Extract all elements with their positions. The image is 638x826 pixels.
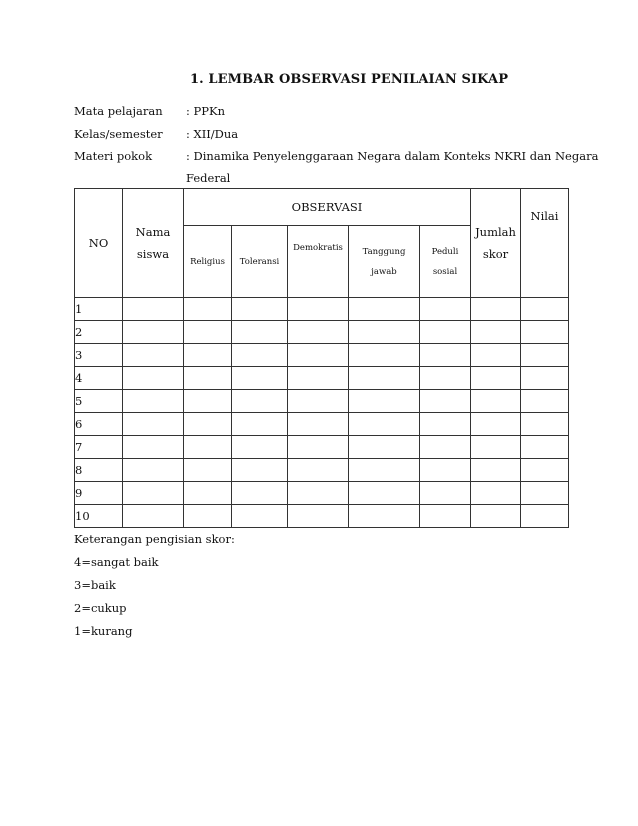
empty-cell [471, 459, 521, 482]
row-number: 1 [75, 298, 123, 321]
empty-cell [123, 298, 184, 321]
meta-value: : Dinamika Penyelenggaraan Negara dalam Konteks NKRI dan Negara [186, 149, 599, 163]
empty-cell [184, 367, 232, 390]
empty-cell [471, 390, 521, 413]
empty-cell [232, 344, 288, 367]
empty-cell [420, 413, 471, 436]
empty-cell [521, 344, 569, 367]
empty-cell [288, 436, 349, 459]
empty-cell [232, 390, 288, 413]
header-demokratis: Demokratis [288, 226, 349, 298]
row-number: 6 [75, 413, 123, 436]
empty-cell [232, 367, 288, 390]
empty-cell [123, 482, 184, 505]
empty-cell [349, 344, 420, 367]
empty-cell [521, 436, 569, 459]
header-observasi: OBSERVASI [184, 189, 471, 226]
table-row [75, 390, 569, 413]
table-row [75, 367, 569, 390]
notes-heading: Keterangan pengisian skor: [74, 532, 235, 546]
note-item: 4=sangat baik [74, 555, 159, 569]
row-number: 2 [75, 321, 123, 344]
empty-cell [288, 344, 349, 367]
empty-cell [349, 436, 420, 459]
empty-cell [471, 413, 521, 436]
empty-cell [349, 367, 420, 390]
table-row [75, 459, 569, 482]
empty-cell [471, 367, 521, 390]
empty-cell [420, 505, 471, 528]
empty-cell [420, 482, 471, 505]
header-jumlah-skor: Jumlah skor [471, 189, 521, 298]
empty-cell [184, 505, 232, 528]
empty-cell [288, 367, 349, 390]
empty-cell [123, 459, 184, 482]
empty-cell [123, 367, 184, 390]
empty-cell [420, 459, 471, 482]
empty-cell [232, 413, 288, 436]
empty-cell [349, 505, 420, 528]
empty-cell [123, 413, 184, 436]
empty-cell [521, 367, 569, 390]
table-body [75, 298, 569, 528]
header-nilai: Nilai [521, 189, 569, 298]
empty-cell [184, 321, 232, 344]
empty-cell [123, 344, 184, 367]
empty-cell [420, 367, 471, 390]
empty-cell [184, 344, 232, 367]
table-row [75, 298, 569, 321]
empty-cell [288, 390, 349, 413]
empty-cell [420, 298, 471, 321]
empty-cell [349, 413, 420, 436]
row-number: 8 [75, 459, 123, 482]
empty-cell [184, 436, 232, 459]
empty-cell [349, 390, 420, 413]
empty-cell [184, 459, 232, 482]
empty-cell [184, 298, 232, 321]
empty-cell [521, 482, 569, 505]
table-row [75, 321, 569, 344]
empty-cell [349, 298, 420, 321]
header-tanggung-jawab: Tanggung jawab [349, 226, 420, 298]
meta-value: : XII/Dua [186, 127, 239, 141]
empty-cell [521, 390, 569, 413]
empty-cell [471, 505, 521, 528]
empty-cell [420, 390, 471, 413]
empty-cell [232, 459, 288, 482]
empty-cell [123, 321, 184, 344]
empty-cell [232, 482, 288, 505]
empty-cell [420, 321, 471, 344]
table-row [75, 482, 569, 505]
header-peduli-sosial: Peduli sosial [420, 226, 471, 298]
empty-cell [123, 505, 184, 528]
empty-cell [521, 413, 569, 436]
empty-cell [232, 321, 288, 344]
empty-cell [184, 482, 232, 505]
meta-value: : PPKn [186, 104, 226, 118]
meta-value-continued: Federal [186, 171, 231, 185]
note-item: 2=cukup [74, 601, 127, 615]
header-toleransi: Toleransi [232, 226, 288, 298]
row-number: 9 [75, 482, 123, 505]
document-title: 1. LEMBAR OBSERVASI PENILAIAN SIKAP [190, 72, 509, 87]
empty-cell [288, 298, 349, 321]
row-number: 7 [75, 436, 123, 459]
empty-cell [521, 505, 569, 528]
empty-cell [288, 459, 349, 482]
meta-label: Kelas/semester [74, 127, 163, 141]
meta-label: Materi pokok [74, 149, 153, 163]
empty-cell [123, 390, 184, 413]
row-number: 4 [75, 367, 123, 390]
empty-cell [471, 344, 521, 367]
empty-cell [521, 321, 569, 344]
empty-cell [471, 436, 521, 459]
empty-cell [521, 459, 569, 482]
row-number: 10 [75, 505, 123, 528]
table-row [75, 413, 569, 436]
table-row [75, 505, 569, 528]
empty-cell [349, 459, 420, 482]
row-number: 5 [75, 390, 123, 413]
table-row [75, 344, 569, 367]
empty-cell [420, 436, 471, 459]
empty-cell [349, 321, 420, 344]
empty-cell [471, 321, 521, 344]
empty-cell [288, 482, 349, 505]
meta-label: Mata pelajaran [74, 104, 163, 118]
empty-cell [232, 298, 288, 321]
empty-cell [288, 321, 349, 344]
empty-cell [471, 298, 521, 321]
empty-cell [349, 482, 420, 505]
table-row [75, 436, 569, 459]
header-religius: Religius [184, 226, 232, 298]
empty-cell [184, 413, 232, 436]
empty-cell [420, 344, 471, 367]
empty-cell [232, 505, 288, 528]
header-nama-siswa: Nama siswa [123, 189, 184, 298]
note-item: 3=baik [74, 578, 116, 592]
empty-cell [123, 436, 184, 459]
empty-cell [232, 436, 288, 459]
empty-cell [471, 482, 521, 505]
note-item: 1=kurang [74, 624, 133, 638]
empty-cell [184, 390, 232, 413]
observation-table [74, 188, 569, 528]
row-number: 3 [75, 344, 123, 367]
empty-cell [521, 298, 569, 321]
empty-cell [288, 413, 349, 436]
empty-cell [288, 505, 349, 528]
header-no: NO [75, 189, 123, 298]
